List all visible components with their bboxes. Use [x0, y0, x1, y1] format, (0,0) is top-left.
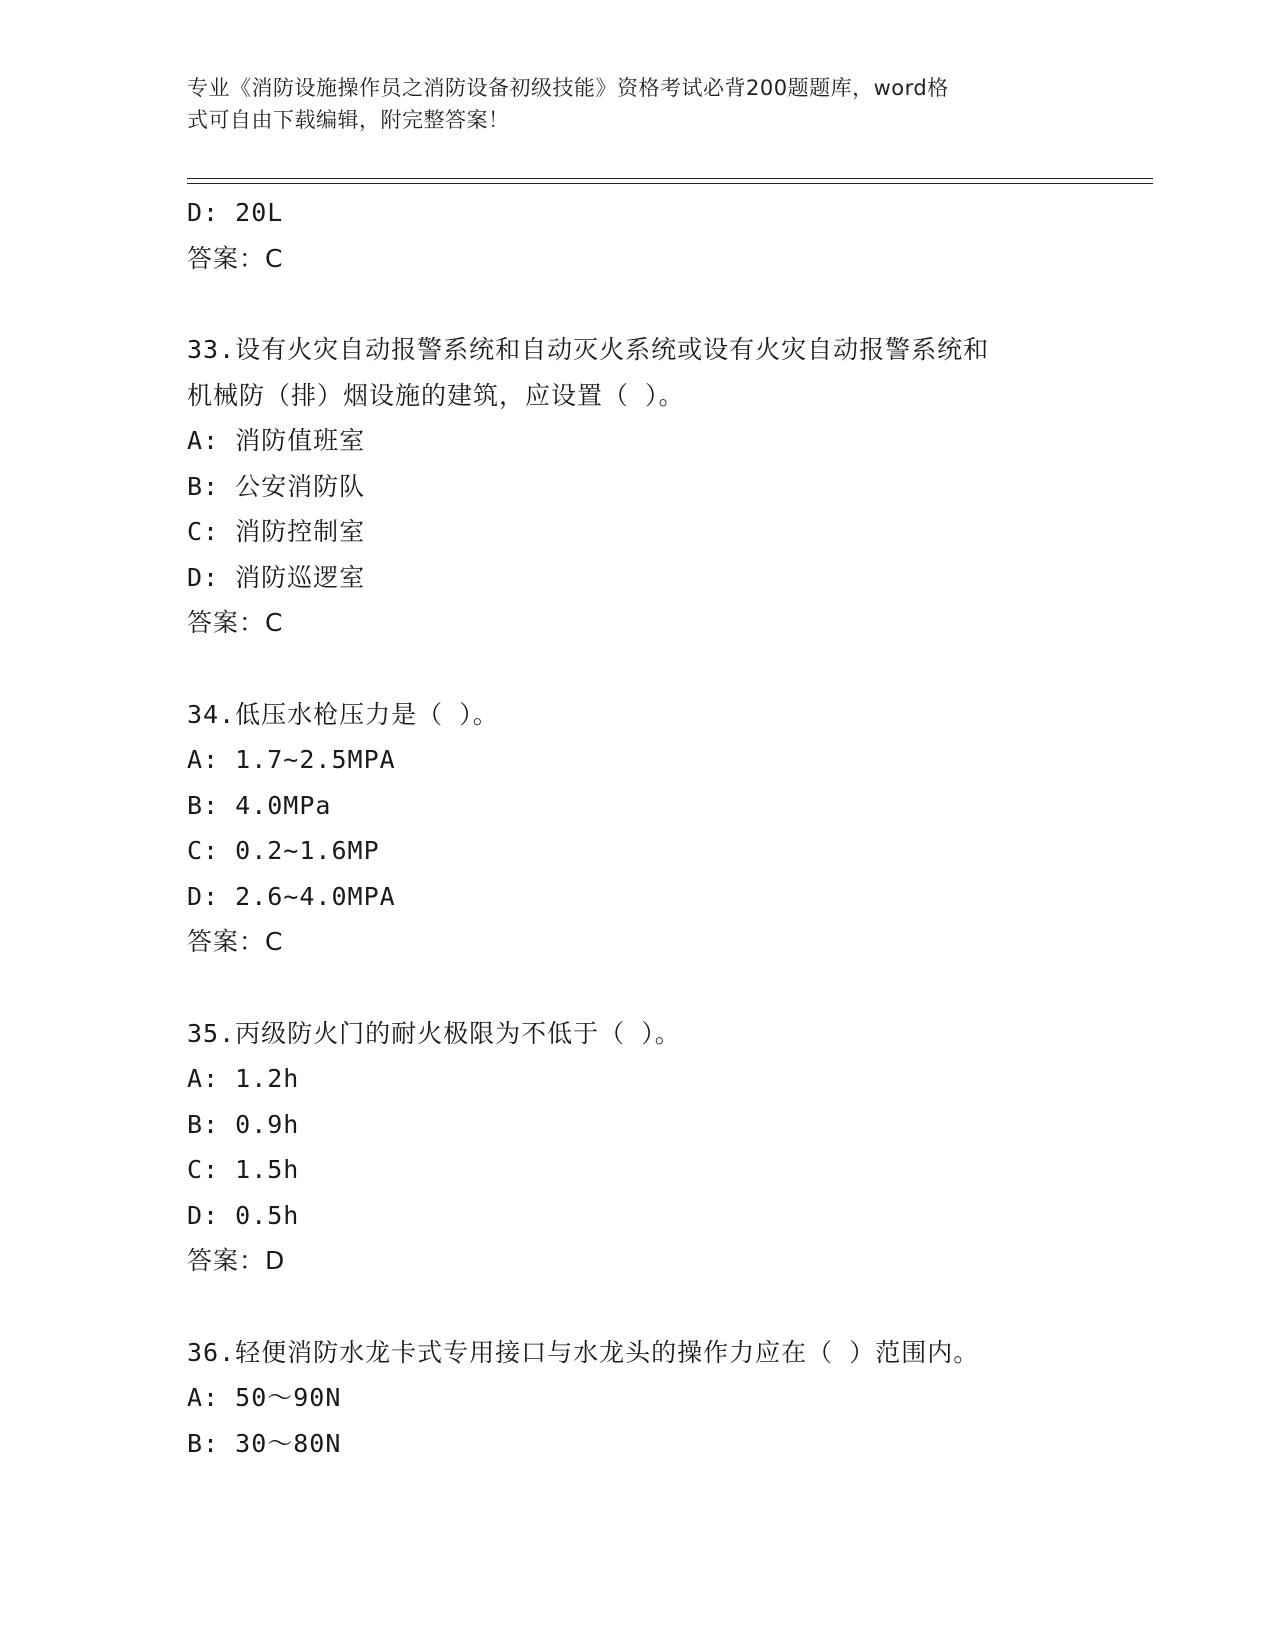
option-d: D: 消防巡逻室	[187, 562, 366, 592]
question-35	[187, 1011, 1087, 1284]
option-b: B: 30～80N	[187, 1428, 342, 1458]
option-b: B: 4.0MPa	[187, 790, 332, 820]
option-b: B: 公安消防队	[187, 471, 366, 501]
prev-option-d: D: 20L	[187, 198, 284, 227]
spacer	[187, 646, 1087, 692]
answer: 答案：C	[187, 608, 284, 637]
spacer	[187, 965, 1087, 1011]
option-a: A: 1.2h	[187, 1064, 300, 1093]
prev-answer: 答案：C	[187, 243, 284, 273]
question-36	[187, 1330, 1087, 1467]
spacer	[187, 281, 1087, 327]
option-d: D: 0.5h	[187, 1200, 300, 1230]
document-header	[187, 72, 1067, 136]
option-c: C: 消防控制室	[187, 517, 366, 546]
header-rule-bottom	[187, 183, 1153, 184]
question-stem: 33.设有火灾自动报警系统和自动灭火系统或设有火灾自动报警系统和	[187, 335, 990, 364]
option-a: A: 50～90N	[187, 1383, 342, 1412]
question-34	[187, 692, 1087, 965]
question-stem: 36.轻便消防水龙卡式专用接口与水龙头的操作力应在（ ）范围内。	[187, 1337, 980, 1367]
spacer	[187, 1284, 1087, 1330]
option-c: C: 0.2~1.6MP	[187, 836, 380, 865]
option-c: C: 1.5h	[187, 1155, 300, 1184]
answer: 答案：C	[187, 927, 284, 956]
option-a: A: 1.7~2.5MPA	[187, 745, 396, 774]
question-stem: 34.低压水枪压力是（ ）。	[187, 699, 499, 729]
header-line-1: 专业《消防设施操作员之消防设备初级技能》资格考试必背200题题库，word格	[187, 76, 949, 100]
option-b: B: 0.9h	[187, 1109, 300, 1139]
option-a: A: 消防值班室	[187, 426, 366, 455]
answer: 答案：D	[187, 1246, 286, 1275]
question-stem-cont: 机械防（排）烟设施的建筑，应设置（ ）。	[187, 380, 685, 410]
question-content	[187, 190, 1087, 1466]
question-stem: 35.丙级防火门的耐火极限为不低于（ ）。	[187, 1018, 681, 1048]
question-33	[187, 327, 1087, 646]
option-d: D: 2.6~4.0MPA	[187, 881, 396, 911]
header-line-2: 式可自由下载编辑，附完整答案！	[187, 108, 510, 132]
header-rule-top	[187, 178, 1153, 179]
